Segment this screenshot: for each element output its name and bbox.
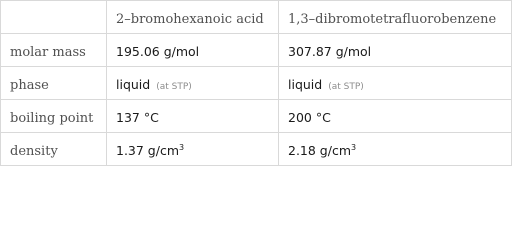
header-row [1,1,512,34]
density-exponent: 3 [179,142,185,152]
header-cell [279,1,512,34]
density-number-unit: 1.37 g/cm [116,142,180,158]
value-cell [279,100,512,133]
density-exponent: 3 [351,142,357,152]
row-label-phase: phase [10,77,49,93]
value-cell [279,67,512,100]
phase-condition-note: (at STP) [156,81,192,92]
boiling-point-value: 200 °C [288,109,331,125]
column-header-2-bromohexanoic-acid: 2–bromohexanoic acid [116,11,264,27]
phase-condition-note: (at STP) [328,81,364,92]
row-label-density: density [10,143,58,159]
molar-mass-value: 195.06 g/mol [116,43,200,59]
table-row [1,67,512,100]
value-cell [279,133,512,166]
row-label-cell [1,34,107,67]
table-row [1,133,512,166]
row-label-molar-mass: molar mass [10,44,86,60]
row-label-cell [1,67,107,100]
phase-value: liquid [288,76,323,92]
value-cell [107,34,279,67]
row-label-cell [1,100,107,133]
phase-value: liquid [116,76,151,92]
value-cell [107,133,279,166]
header-cell [107,1,279,34]
molar-mass-value: 307.87 g/mol [288,43,372,59]
value-cell [107,100,279,133]
row-label-cell [1,133,107,166]
value-cell [279,34,512,67]
density-number-unit: 2.18 g/cm [288,142,352,158]
table-row [1,100,512,133]
header-corner-cell [1,1,107,34]
density-value [116,143,184,158]
column-header-1-3-dibromotetrafluorobenzene: 1,3–dibromotetrafluorobenzene [288,11,497,27]
density-value [288,143,356,158]
boiling-point-value: 137 °C [116,109,159,125]
row-label-boiling-point: boiling point [10,110,94,126]
table-row [1,34,512,67]
value-cell [107,67,279,100]
